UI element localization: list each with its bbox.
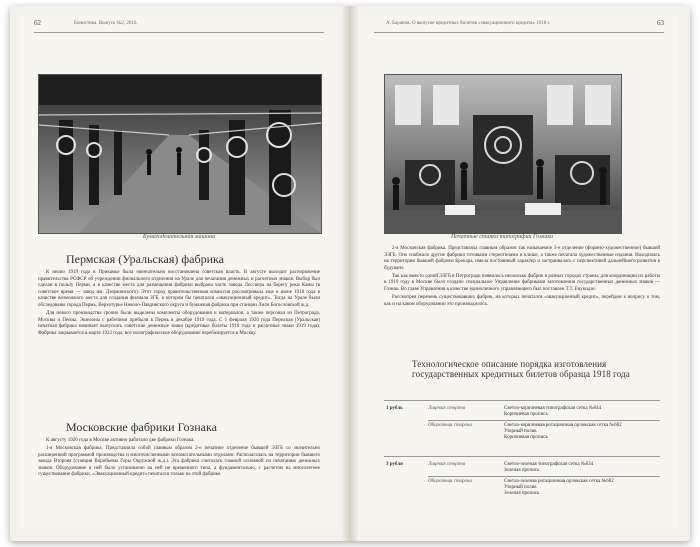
left-running-head (34, 20, 324, 30)
section-moscow-text (38, 438, 320, 481)
row-1-inner-rule (428, 420, 660, 421)
open-book (10, 6, 690, 541)
paragraph: Для нового производства срочно были выделены комплекты оборудования и материалов, а также персонал из Петрограда, Москвы и Пензы. Эшелоны с рабочими прибыли в Пермь в декабре 1919 года. С 1 февраля 1920 года Пермская (Уральская) печатная фабрика начинает выпускать советские денежные знаки (кредитные билеты 1918 года и расчетные знаки 1919 года). Фабрика закрывается в марте 1922 года, все полиграфическое оборудование перебазируется в Москву. (38, 311, 320, 336)
row-1-face-line-1: Светло-коричневая типографская сетка №644 (504, 406, 602, 411)
heading-perm-factory: Пермская (Уральская) фабрика (66, 252, 224, 266)
row-2-face-line-2: Зеленая пропись (504, 468, 540, 473)
row-2-back-label: Оборотная сторона (428, 479, 473, 484)
row-2-denomination: 3 рубля (386, 462, 403, 467)
left-running-head-text: Бонистика. Выпуск №2, 2016. (74, 21, 138, 26)
paragraph: 2-я Московская фабрика. Представляла главным образом так называемое 3-е отделение (формно-художественное) бывшей ЭЗГБ. Оно снабжало другие фабрики готовыми стереотипами и клише, а также печатала художественные издания. Находилась на территории бывшей фабрики Брокара, имела постоянный характер и застраивалась с перспективой дальнейшего развития в будущем. (384, 246, 660, 271)
row-1-face-label: Лицевая сторона (428, 406, 466, 411)
paragraph: Рассмотрев перечень существовавших фабрик, на которых печатался «эвакуационный кредит», перейдем к вопросу о том, как и на каком оборудовании это производилось. (384, 295, 660, 307)
right-running-head-text: А. Баранов. О выпуске кредитных билетов «эвакуационного кредита» 1918 г. (386, 21, 551, 26)
right-page (360, 16, 678, 528)
section-perm-text (38, 270, 320, 339)
book-gutter (340, 6, 360, 541)
right-running-head (374, 20, 664, 30)
row-1-back-label: Оборотная сторона (428, 423, 473, 428)
technology-table (384, 400, 660, 510)
paragraph: Так как вместо одной ЭЗГБ в Петрограде появилось несколько фабрик в разных городах страны, для координации их работы в 1919 году в Москве было создано специальное Управление фабриками заготовления государственных денежных знаков — Гознак. Во главе Управления в качестве единоличного управляющего был поставлен Т.Т. Енукидзе. (384, 273, 660, 293)
left-page-number: 62 (34, 19, 41, 27)
row-2-back-line-2: Узорный полик (504, 485, 537, 490)
row-1-denomination: 1 рубль (386, 406, 403, 411)
right-photo-caption: Печатные станки типографии Гознака (450, 234, 554, 240)
right-photo-printing-presses (384, 74, 622, 234)
row-1-back-line-2: Узорный полик (504, 429, 537, 434)
table-title: Технологическое описание порядка изготовления государственных кредитных билетов образца 1918 года (412, 359, 630, 379)
left-photo-caption: Бумагоделательная машина (142, 234, 216, 240)
row-1-back-line-3: Коричневая пропись (504, 435, 548, 440)
row-2-inner-rule (428, 476, 660, 477)
right-body-text (384, 246, 660, 310)
row-2-face-label: Лицевая сторона (428, 462, 466, 467)
paragraph: К июлю 1919 года в Прикамье была окончательно восстановлена советская власть. В августе выходит распоряжение правительства РСФСР об учреждении филиального отделения на Урале для печатания денежных и расчетных знаков. Выбор был сделан в пользу Перми, а в качестве места для размещения фабрики выбрана часть завода Лессиера на берегу реки Камы (в советское время — завод им. Дзержинского). Этот город правительственная комиссия рассматривала еще в июне 1918 года в качестве возможного места для создания филиала ЗГБ, в котором бы печатался «эвакуационный кредит». Тогда на Урале были обследованы города Пермь, Верхотурье Николо-Павдинского округа и бумажная фабрика при станции Лили Богословской ж.д. (38, 270, 320, 308)
row-1-back-line-1: Светло-коричневая ротационная орловская сетка №682 (504, 423, 622, 428)
left-page (20, 16, 338, 528)
row-2-face-line-1: Светло-зеленая типографская сетка №634 (504, 462, 594, 467)
table-row-divider (384, 456, 660, 457)
heading-moscow-factories: Московские фабрики Гознака (66, 420, 217, 434)
row-2-back-line-3: Зеленая пропись (504, 491, 540, 496)
row-1-face-line-2: Коричневая пропись (504, 412, 548, 417)
left-photo-paper-machine (38, 74, 322, 234)
right-header-rule (374, 32, 664, 33)
right-page-number: 63 (657, 19, 664, 27)
paragraph: К августу 1920 года в Москве активно работало две фабрики Гознака. (46, 438, 195, 443)
paragraph: 1-я Московская фабрика. Представляла собой главным образом 2-е печатное отделение бывшей ЭЗГБ со значительно расширенной программой производства и многочисленными вспомогательными отделами. Располагалась на территории бывшего завода Второва (станция Воробьевы Горы Окружной ж.д.). Эта фабрика считалась главной основной по печатанию денежных знаков. Оборудование в ней было установлено на ней не временного типа, а фундаментально, с расчетом на многолетнее существование фабрики. «Эвакуационный кредит» печатался только на этой фабрике. (38, 446, 320, 478)
left-header-rule (34, 32, 324, 33)
table-top-rule (384, 400, 660, 401)
row-2-back-line-1: Светло-зеленая ротационная орловская сетка №682 (504, 479, 614, 484)
